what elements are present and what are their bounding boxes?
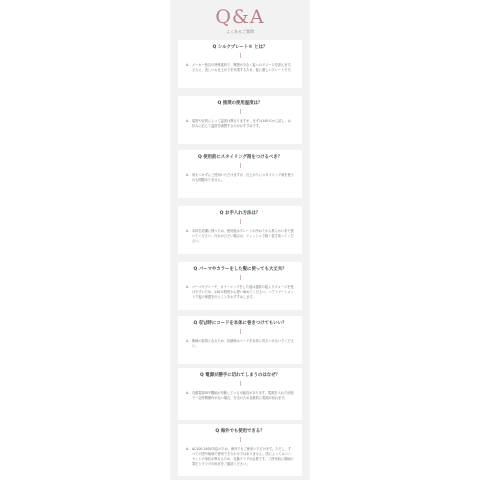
page-subtitle: よくあるご質問	[226, 29, 254, 34]
divider-line	[240, 275, 241, 280]
faq-question: Q 海外でも使用できる？	[215, 429, 265, 434]
faq-question: Q 電源が勝手に切れてしまうのはなぜ？	[200, 373, 280, 378]
divider-line	[240, 53, 241, 58]
faq-question: Q お手入れ方法は？	[219, 211, 261, 216]
faq-question: Q 収납時にコードを本体に巻きつけてもいい？	[193, 321, 287, 326]
faq-question: Q 推奨の使用温度は？	[217, 101, 263, 106]
divider-line	[240, 329, 241, 334]
divider-line	[240, 381, 241, 386]
answer-text: 何もつけずにご使用いただけますが、仕上がりにスタイリング剤を使うのも問題ありません。	[192, 173, 294, 182]
answer-text: 髪質や目的によって温度は異なりますが、まずは140℃から試し、お好みに応じて温度を調整するのがおすすめです。	[192, 119, 291, 128]
answer-label: A.	[186, 173, 190, 177]
faq-card	[178, 424, 302, 476]
answer-text: パーマやブリーチ、カラーリングをした髪は通常の髪よりダメージを受けやすいため、140℃程度から使い始めてください。ヘアトリートメントで髪の保護を行うことをおすすめします。	[192, 285, 294, 299]
faq-answer	[186, 447, 294, 467]
answer-label: A.	[186, 229, 190, 233]
faq-answer	[186, 339, 294, 349]
faq-card	[178, 150, 302, 198]
answer-text: 自動電源OFF機能が作動している可能性があります。電源を入れた状態で一定時間操作がない場合、安全のため自動的に電源が切れます。	[192, 391, 294, 400]
faq-answer	[186, 391, 294, 401]
answer-text: 本体を清潔に保つため、使用後はプレートが冷めてから柔らかい布で拭いてください。汚れがひどい場合は、ティッシュで軽く拭き取ってください。	[192, 229, 294, 243]
answer-label: A.	[186, 447, 190, 451]
faq-card	[178, 262, 302, 310]
answer-label: A.	[186, 285, 190, 289]
divider-line	[240, 163, 241, 168]
faq-answer	[186, 285, 294, 300]
divider-line	[240, 109, 241, 114]
answer-label: A.	[186, 391, 190, 395]
faq-card	[178, 206, 302, 254]
faq-answer	[186, 173, 294, 183]
answer-text: メーカー独自の特殊素材で、摩擦が少なく髪へのダメージを抑えます。さらに、美しいお仕上がりを実現するため、髪に優しいプレートです。	[192, 63, 294, 72]
faq-question: Q 使用前にスタイリング剤をつけるべき？	[197, 155, 283, 160]
faq-answer	[186, 119, 294, 129]
answer-label: A.	[186, 339, 190, 343]
faq-answer	[186, 229, 294, 244]
page-title: Q&A	[215, 6, 265, 28]
faq-question: Q シルクプレート® とは？	[212, 45, 268, 50]
answer-label: A.	[186, 119, 190, 123]
answer-text: 断線の原因となるため、収納時はコードを本体に巻きつけないでください。	[192, 339, 294, 348]
answer-label: A.	[186, 63, 190, 67]
divider-line	[240, 437, 241, 442]
faq-card	[178, 96, 302, 144]
faq-question: Q パーマやカラーをした髪に使っても大丈夫？	[193, 267, 287, 272]
divider-line	[240, 219, 241, 224]
faq-answer	[186, 63, 294, 73]
faq-card	[178, 40, 302, 88]
faq-card	[178, 316, 302, 364]
faq-card	[178, 368, 302, 420]
answer-text: AC100-240V対応のため、海外でもご使用いただけます。ただし、すべての国や地域で使用できるわけではありません。国によってはコンセントの形状が異なるため、変換プラグが必要です。ご使用前に現地の電圧とプラグの形状をご確認ください。	[192, 447, 294, 466]
